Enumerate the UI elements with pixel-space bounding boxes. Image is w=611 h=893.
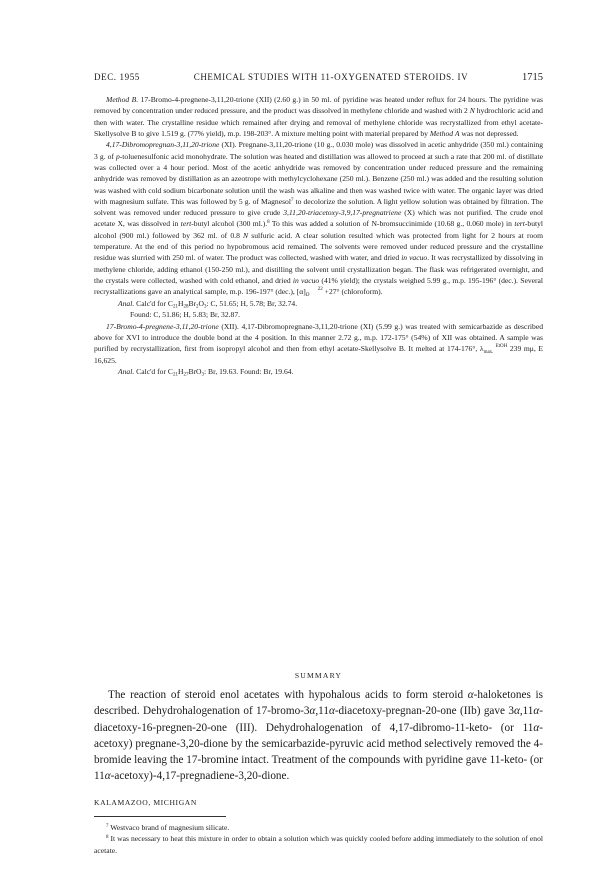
bromo-analysis: Anal. Calc'd for $C_{21}H_{27}BrO_3$: Br, 19.63. Found: Br, 19.64. (118, 367, 294, 378)
method-b-label: Method B. (106, 95, 139, 104)
footnote-ref-7: 7 (290, 197, 294, 203)
dibromo-paragraph: 4,17-Dibromopregnan-3,11,20-trione (XI). Pregnane-3,11,20-trione (10 g., 0.030 mole) was dissolved in acetic anhydride (350 ml.) containing 3 g. of p-toluenesulfonic acid monohydrate. The solution was heated and distillation was allowed to proceed at such a rate that 200 ml. of distillate was collected over a 4 hour period. Most of the acetic anhydride was removed by concentration under reduced pressure and the remaining anhydride was removed by distillation as an azeotrope with methylcyclohexane (250 ml.). Benzene (250 ml.) was added and the resulting solution was washed with cold sodium bicarbonate solution until the wash was alkaline and then was washed twice with water. The organic layer was dried with magnesium sulfate. This was followed by 5 g. of Magnesol$^7$ to decolorize the solution. A light yellow solution was obtained by filtration. The solvent was removed under reduced pressure to give crude 3,11,20-triacetoxy-3,9,17-pregnatriene (X) which was not purified. The crude enol acetate X, was dissolved in tert-butyl alcohol (300 ml.).$^8$ To this was added a solution of N-bromsuccinimide (10.68 g., 0.060 mole) in tert-butyl alcohol (900 ml.) followed by 362 ml. of 0.8 N sulfuric acid. A clear solution resulted which was protected from light for 2 hours at room temperature. At the end of this period no hypobromous acid remained. The solvents were removed under reduced pressure and the crystalline residue was slurried with 250 ml. of water. The product was collected, washed with water, and dried in vacuo. It was recrystallized by dissolving in methylene chloride, adding ethanol (150-250 ml.), and distilling the solvent until crystallization began. The flask was refrigerated overnight, and the crystals were collected, washed with cold ethanol, and dried in vacuo (41% yield); the crystals weighed 5.99 g., m.p. 195-196° (dec.). Several recrystallizations gave an analytical sample, m.p. 196-197° (dec.), [α] 22 D +27° (chloroform). (94, 140, 544, 298)
footnotes (94, 822, 543, 856)
method-b-paragraph: Method B. 17-Bromo-4-pregnene-3,11,20-trione (XII) (2.60 g.) in 50 ml. of pyridine was heated under reflux for 24 hours. The pyridine was removed by concentration under reduced pressure, and the product was dissolved in methylene chloride and washed with 2 N hydrochloric acid and then with water. The crystalline residue which remained after drying and removal of methylene chloride was recrystallized from ethyl acetate-Skellysolve B to give 1.519 g. (77% yield), m.p. 198-203°. A mixture melting point with material prepared by Method A was not depressed. (94, 95, 543, 138)
footnote-7: $^7$ Westvaco brand of magnesium silicate. (106, 823, 230, 832)
footnote-divider (94, 816, 226, 817)
summary-paragraph: The reaction of steroid enol acetates with hypohalous acids to form steroid α-haloketones is described. Dehydrohalogenation of 17-bromo-3α,11α-diacetoxy-pregnan-20-one (IIb) gave 3α,11α-diacetoxy-16-pregnen-20-one (III). Dehydrohalogenation of 4,17-dibromo-11-keto- (or 11α-acetoxy) pregnane-3,20-dione by the semicarbazide-pyruvic acid method selectively removed the 4-bromide leaving the 17-bromine intact. Treatment of the compounds with pyridine gave 11-keto- (or 11α-acetoxy)-4,17-pregnadiene-3,20-dione. (94, 689, 543, 783)
footnote-ref-8: 8 (267, 220, 270, 226)
issue-date: DEC. 1955 (94, 72, 140, 82)
dibromo-found: Found: C, 51.86; H, 5.83; Br, 32.87. (130, 310, 241, 320)
dibromo-label: 4,17-Dibromopregnan-3,11,20-trione (106, 140, 220, 150)
summary-heading: SUMMARY (294, 671, 343, 680)
footnote-8: $^8$ It was necessary to heat this mixture in order to obtain a solution which was quickly cooled before adding immediately to the solution of enol acetate. (94, 834, 543, 855)
running-title: CHEMICAL STUDIES WITH 11-OXYGENATED STEROIDS. IV (193, 72, 469, 82)
summary-section (94, 687, 543, 785)
bromo-paragraph: 17-Bromo-4-pregnene-3,11,20-trione (XII). 4,17-Dibromopregnane-3,11,20-trione (XI) (5.99 g.) was treated with semicarbazide as described above for XVI to introduce the double bond at the 4 position. In this manner 2.72 g., m.p. 172-175° (54%) of XII was obtained. A sample was purified by recrystallization, first from isopropyl alcohol and then from ethyl acetate-Skellysolve B. It melted at 174-176°, λ EtOH max. 239 mμ, E 16,625. (94, 321, 543, 366)
experimental-section (94, 94, 543, 378)
rotation-scripts: 22 D (305, 287, 323, 298)
bromo-label: 17-Bromo-4-pregnene-3,11,20-trione (106, 321, 219, 331)
running-header (94, 72, 543, 83)
author-location: KALAMAZOO, MICHIGAN (94, 798, 197, 807)
page-number: 1715 (521, 72, 543, 83)
dibromo-analysis: Anal. Calc'd for $C_{21}H_{28}Br_2O_3$: C, 51.65; H, 5.78; Br, 32.74. (118, 299, 298, 310)
lambda-scripts: EtOH max. (483, 344, 508, 355)
